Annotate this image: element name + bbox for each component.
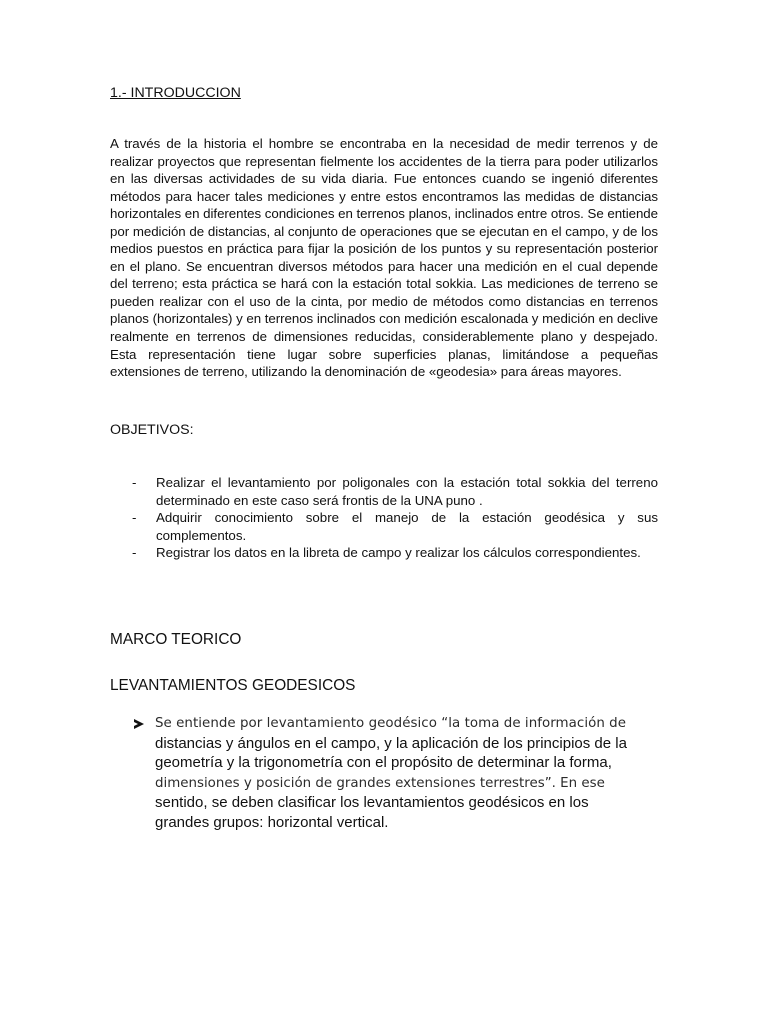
arrowhead-bullet-icon — [134, 719, 144, 729]
objetivo-item-2 — [110, 509, 658, 544]
bullet-line-6: grandes grupos: horizontal vertical. — [155, 813, 389, 831]
bullet-line-3: geometría y la trigonometría con el propósito de determinar la forma, — [155, 754, 612, 772]
dash-bullet-icon: - — [132, 545, 137, 561]
objetivos-heading: OBJETIVOS: — [110, 422, 194, 438]
bullet-line-4 — [155, 773, 655, 794]
objetivo-item-3 — [110, 544, 658, 562]
intro-paragraph: A través de la historia el hombre se encontraba en la necesidad de medir terrenos y de realizar proyectos que representan fielmente los accidentes de la tierra para poder utilizarlos en las diversas actividades de su vida diaria. Fue entonces cuando se ingenió diferentes métodos para hacer tales mediciones y entre estos encontramos las medidas de distancias horizontales en diferentes condiciones en terrenos planos, inclinados entre otros. Se entiende por medición de distancias, al conjunto de operaciones que se ejecutan en el campo, y de los medios puestos en práctica para fijar la posición de los puntos y su representación posterior en el plano. Se encuentran diversos métodos para hacer una medición en el cual depende del terreno; esta práctica se hará con la estación total sokkia. Las mediciones de terreno se pueden realizar con el uso de la cinta, por medio de métodos como distancias en terrenos planos (horizontales) y en terrenos inclinados con medición escalonada y medición en declive realmente en terrenos de dimensiones reducidas, considerablemente plano y despejado. Esta representación tiene lugar sobre superficies planas, limitándose a pequeñas extensiones de terreno, utilizando la denominación de «geodesia» para áreas mayores. — [110, 136, 658, 380]
intro-heading: 1.- INTRODUCCION — [110, 85, 241, 101]
dash-bullet-icon: - — [132, 510, 137, 526]
bullet-line-5: sentido, se deben clasificar los levantamientos geodésicos en los — [155, 794, 589, 812]
bullet-line-2: distancias y ángulos en el campo, y la aplicación de los principios de la — [155, 734, 627, 752]
dash-bullet-icon: - — [132, 475, 137, 490]
objetivo-text: Adquirir conocimiento sobre el manejo de la estación geodésica y sus complementos. — [156, 510, 658, 543]
objetivo-text: Realizar el levantamiento por poligonales con la estación total sokkia del terreno determinado en este caso será frontis de la UNA puno . — [156, 475, 658, 508]
marco-bullet-text — [155, 714, 655, 833]
objetivo-text: Registrar los datos en la libreta de campo y realizar los cálculos correspondientes. — [156, 545, 641, 561]
levantamientos-heading: LEVANTAMIENTOS GEODESICOS — [110, 677, 356, 694]
bullet-line-1: Se entiende por levantamiento geodésico “la toma de información de — [155, 716, 627, 731]
bullet-line-4-end: En ese — [555, 775, 605, 791]
objetivos-list — [110, 474, 658, 562]
marco-teorico-heading: MARCO TEORICO — [110, 631, 242, 648]
bullet-line-4-quote: dimensiones y posición de grandes extensiones terrestres”. — [155, 775, 556, 791]
objetivo-item-1 — [110, 474, 658, 509]
